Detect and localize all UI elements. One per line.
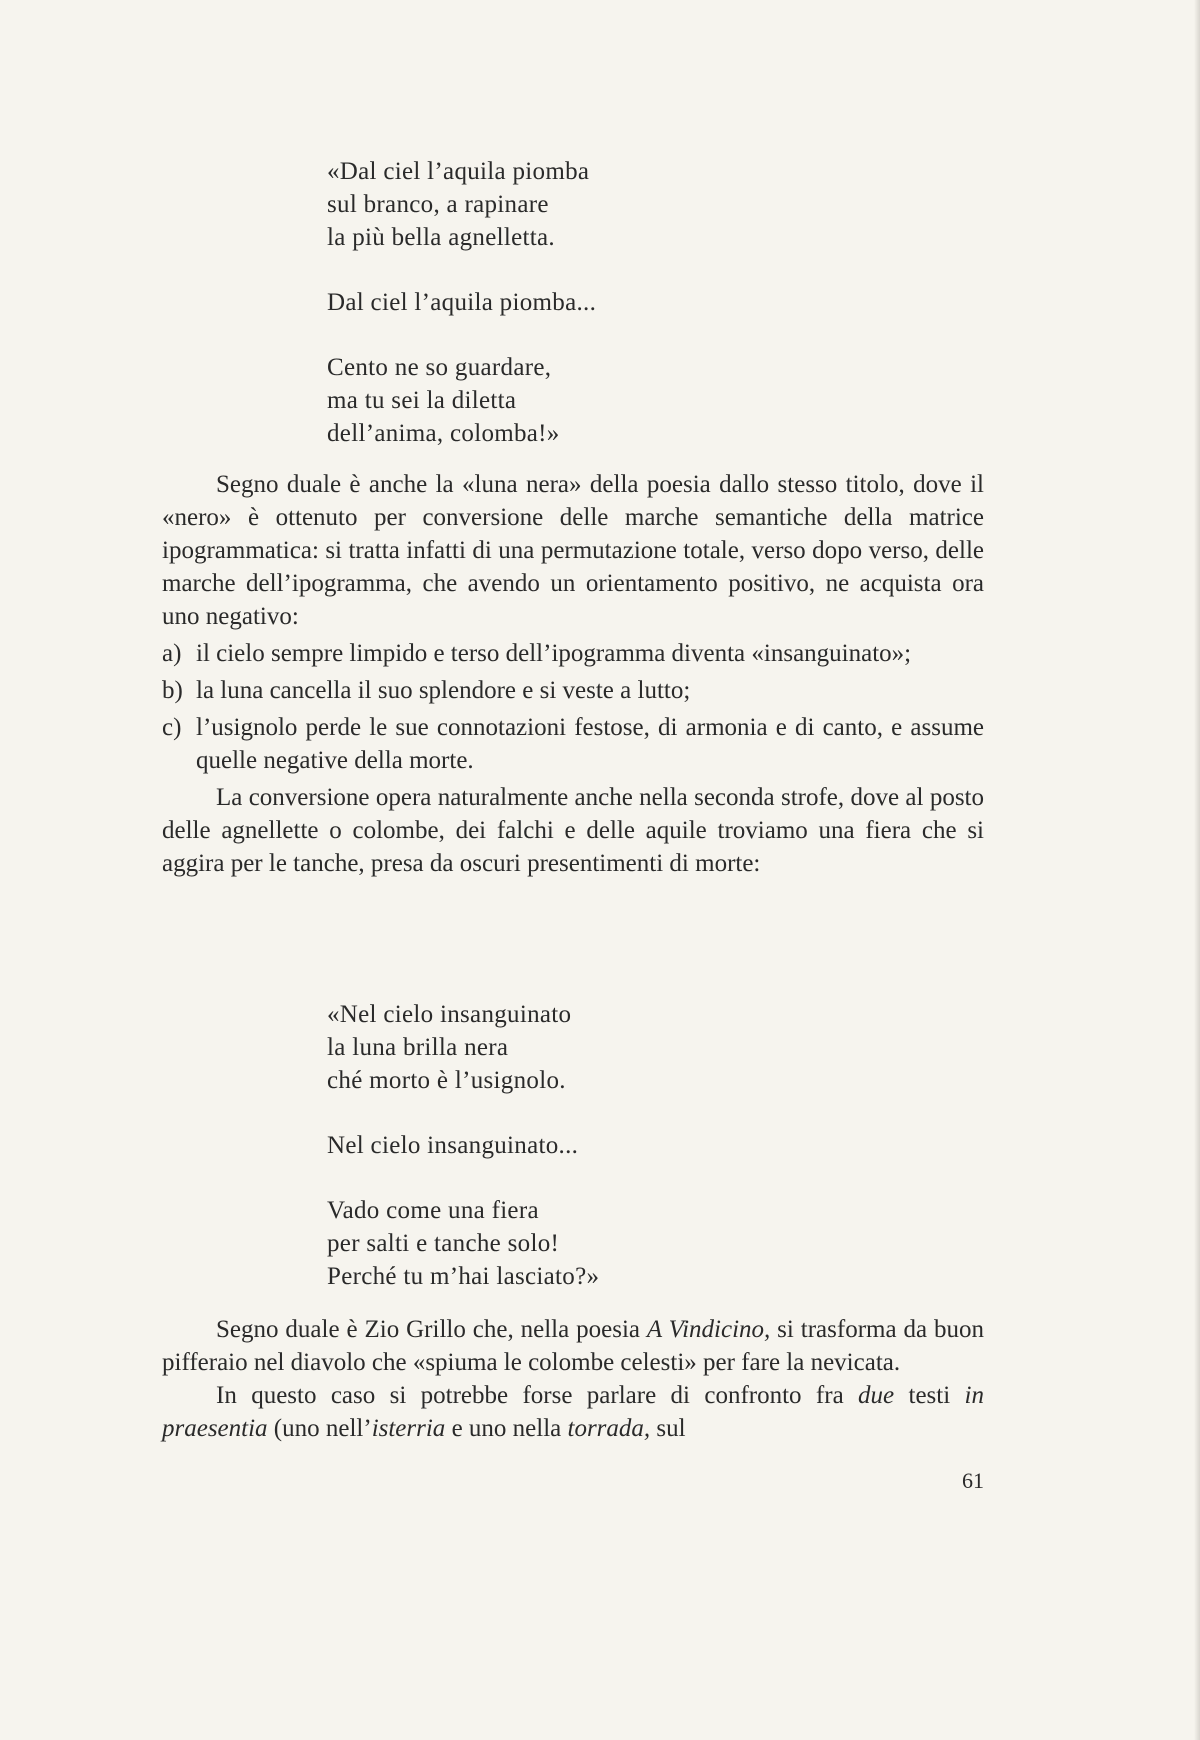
body-paragraph	[162, 1379, 984, 1445]
list-item	[162, 637, 984, 670]
poem-line: dell’anima, colomba!»	[327, 420, 560, 447]
paragraph-text: testi	[894, 1382, 965, 1409]
stanza-gap	[327, 254, 596, 286]
paragraph-text: In questo caso si potrebbe forse parlare di confronto fra	[216, 1382, 859, 1409]
poem-line: Cento ne so guardare,	[327, 354, 552, 381]
list-item-text: la luna cancella il suo splendore e si veste a lutto;	[196, 677, 691, 704]
poem-line: la luna brilla nera	[327, 1034, 509, 1061]
stanza-gap	[327, 319, 596, 351]
page-number: 61	[962, 1468, 984, 1493]
body-paragraph	[162, 1313, 984, 1379]
list-item	[162, 711, 984, 777]
paragraph-text: e uno nella	[445, 1415, 568, 1442]
list-marker: b)	[162, 677, 183, 704]
poem-line: ma tu sei la diletta	[327, 387, 517, 414]
prose-block-1	[162, 468, 984, 880]
body-paragraph: La conversione opera naturalmente anche nella seconda strofe, dove al posto delle agnellette o colombe, dei falchi e delle aquile troviamo una fiera che si aggira per le tanche, presa da oscuri presentimenti di morte:	[162, 784, 984, 877]
list-item-text: l’usignolo perde le sue connotazioni festose, di armonia e di canto, e assume quelle negative della morte.	[196, 714, 984, 774]
prose-block-2	[162, 1313, 984, 1445]
poem-refrain: Nel cielo insanguinato...	[327, 1132, 579, 1159]
list-item	[162, 674, 984, 707]
poem-line: per salti e tanche solo!	[327, 1230, 560, 1257]
poem-line: la più bella agnelletta.	[327, 224, 555, 251]
stanza-gap	[327, 1097, 599, 1129]
stanza-gap	[327, 1162, 599, 1194]
poem-line: Vado come una fiera	[327, 1197, 539, 1224]
poem-title: A Vindicino,	[646, 1316, 771, 1343]
page-edge-shadow	[1194, 0, 1200, 1740]
body-paragraph: Segno duale è anche la «luna nera» della poesia dallo stesso titolo, dove il «nero» è ottenuto per conversione delle marche semantiche della matrice ipogrammatica: si tratta infatti di una permutazione totale, verso dopo verso, delle marche dell’ipogramma, che avendo un orientamento positivo, ne acquista ora uno negativo:	[162, 471, 984, 630]
italic-term: torrada,	[567, 1415, 651, 1442]
italic-term: due	[858, 1382, 895, 1409]
poem-quote-1	[327, 155, 596, 450]
poem-line: «Dal ciel l’aquila piomba	[327, 158, 590, 185]
poem-line: «Nel cielo insanguinato	[327, 1001, 572, 1028]
poem-line: ché morto è l’usignolo.	[327, 1067, 566, 1094]
poem-refrain: Dal ciel l’aquila piomba...	[327, 289, 597, 316]
poem-quote-2	[327, 998, 599, 1293]
italic-term: isterria	[371, 1415, 446, 1442]
paragraph-text: Segno duale è Zio Grillo che, nella poesia	[216, 1316, 647, 1343]
italic-term: in praesentia	[162, 1382, 984, 1442]
paragraph-text: sul	[650, 1415, 686, 1442]
poem-line: sul branco, a rapinare	[327, 191, 549, 218]
list-marker: c)	[162, 714, 182, 741]
paragraph-text: si trasforma da buon pifferaio nel diavolo che «spiuma le colombe celesti» per fare la nevicata.	[162, 1316, 985, 1376]
poem-line: Perché tu m’hai lasciato?»	[327, 1263, 600, 1290]
list-marker: a)	[162, 640, 182, 667]
list-item-text: il cielo sempre limpido e terso dell’ipogramma diventa «insanguinato»;	[196, 640, 912, 667]
paragraph-text: (uno nell’	[267, 1415, 372, 1442]
